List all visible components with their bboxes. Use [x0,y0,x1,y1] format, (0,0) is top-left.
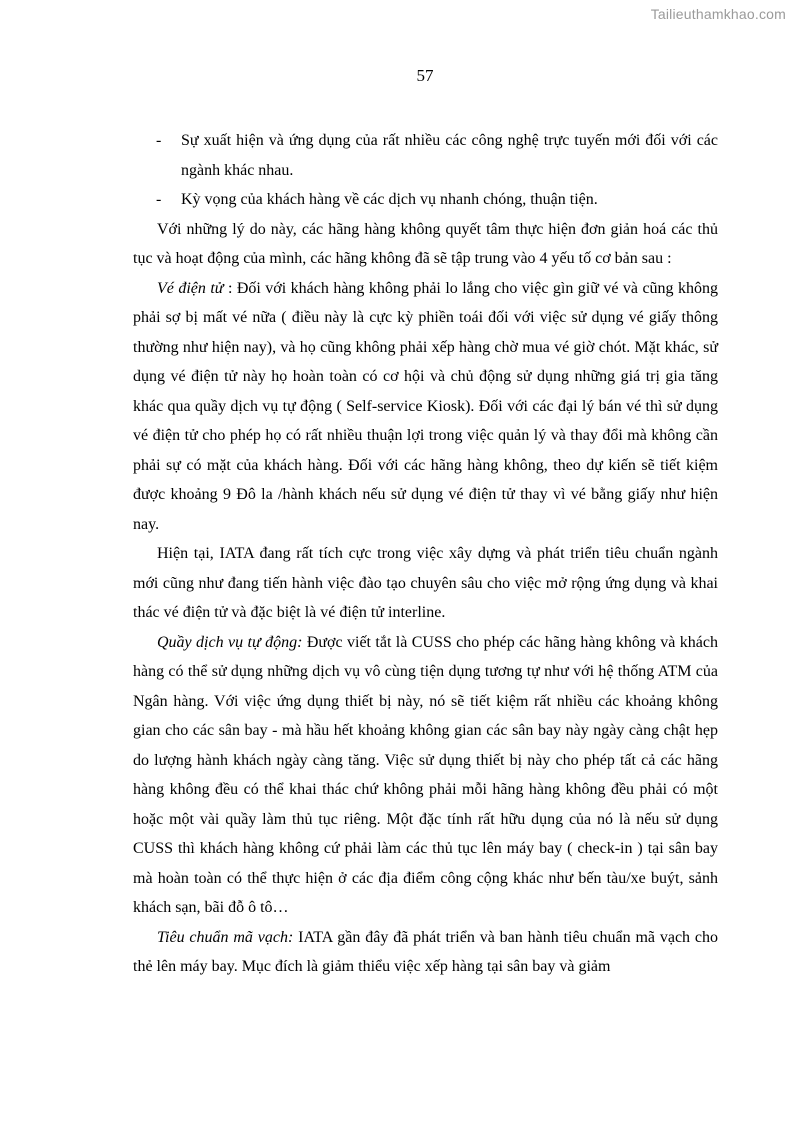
bullet-item [133,185,718,215]
barcode-paragraph [133,923,718,982]
eticket-text: : Đối với khách hàng không phải lo lắng cho việc gìn giữ vé và cũng không phải sợ bị mất vé nữa ( điều này là cực kỳ phiền toái đối với việc sử dụng vé giấy thông thường như hiện nay), và họ cũng không phải xếp hàng chờ mua vé giờ chót. Mặt khác, sử dụng vé điện tử này họ hoàn toàn có cơ hội và chủ động sử dụng những giá trị gia tăng khác qua quầy dịch vụ tự động ( Self-service Kiosk). Đối với các đại lý bán vé thì sử dụng vé điện tử cho phép họ có rất nhiều thuận lợi trong việc quản lý và thay đổi mà không cần phải sự có mặt của khách hàng. Đối với các hãng hàng không, theo dự kiến sẽ tiết kiệm được khoảng 9 Đô la /hành khách nếu sử dụng vé điện tử thay vì vé bằng giấy như hiện nay. [133,279,719,533]
watermark: Tailieuthamkhao.com [650,6,786,22]
bullet-dash: - [156,132,162,149]
bullet-item [133,126,718,185]
bullet-text: Kỳ vọng của khách hàng về các dịch vụ nhanh chóng, thuận tiện. [181,191,598,208]
eticket-paragraph [133,274,718,540]
barcode-text: IATA gần đây đã phát triển và ban hành tiêu chuẩn mã vạch cho thẻ lên máy bay. Mục đích là giảm thiểu việc xếp hàng tại sân bay và giảm [133,928,719,975]
kiosk-term: Quầy dịch vụ tự động: [157,633,303,651]
page-number: 57 [416,66,434,85]
intro-paragraph: Với những lý do này, các hãng hàng không quyết tâm thực hiện đơn giản hoá các thủ tục và hoạt động của mình, các hãng không đã sẽ tập trung vào 4 yếu tố cơ bản sau : [133,220,718,267]
barcode-term: Tiêu chuẩn mã vạch: [157,928,294,946]
bullet-text: Sự xuất hiện và ứng dụng của rất nhiều các công nghệ trực tuyến mới đối với các ngành khác nhau. [181,132,718,179]
eticket-term: Vé điện tử [157,279,224,297]
page-content [133,126,718,982]
kiosk-text: Được viết tắt là CUSS cho phép các hãng hàng không và khách hàng có thể sử dụng những dịch vụ vô cùng tiện dụng tương tự như với hệ thống ATM của Ngân hàng. Với việc ứng dụng thiết bị này, nó sẽ tiết kiệm rất nhiều các khoảng không gian cho các sân bay - mà hầu hết khoảng không gian các sân bay này ngày càng chật hẹp do lượng hành khách ngày càng tăng. Việc sử dụng thiết bị này cho phép tất cả các hãng hàng không đều có thể khai thác chứ không phải mỗi hãng hàng không đều phải có một hoặc một vài quầy làm thủ tục riêng. Một đặc tính rất hữu dụng của nó là nếu sử dụng CUSS thì khách hàng không cứ phải làm các thủ tục lên máy bay ( check-in ) tại sân bay mà hoàn toàn có thể thực hiện ở các địa điểm công cộng khác như bến tàu/xe buýt, sảnh khách sạn, bãi đỗ ô tô… [133,633,719,916]
kiosk-paragraph [133,628,718,923]
bullet-dash: - [156,191,162,208]
iata-paragraph: Hiện tại, IATA đang rất tích cực trong việc xây dựng và phát triển tiêu chuẩn ngành mới cũng như đang tiến hành việc đào tạo chuyên sâu cho việc mở rộng ứng dụng và khai thác vé điện tử và đặc biệt là vé điện tử interline. [133,545,718,621]
